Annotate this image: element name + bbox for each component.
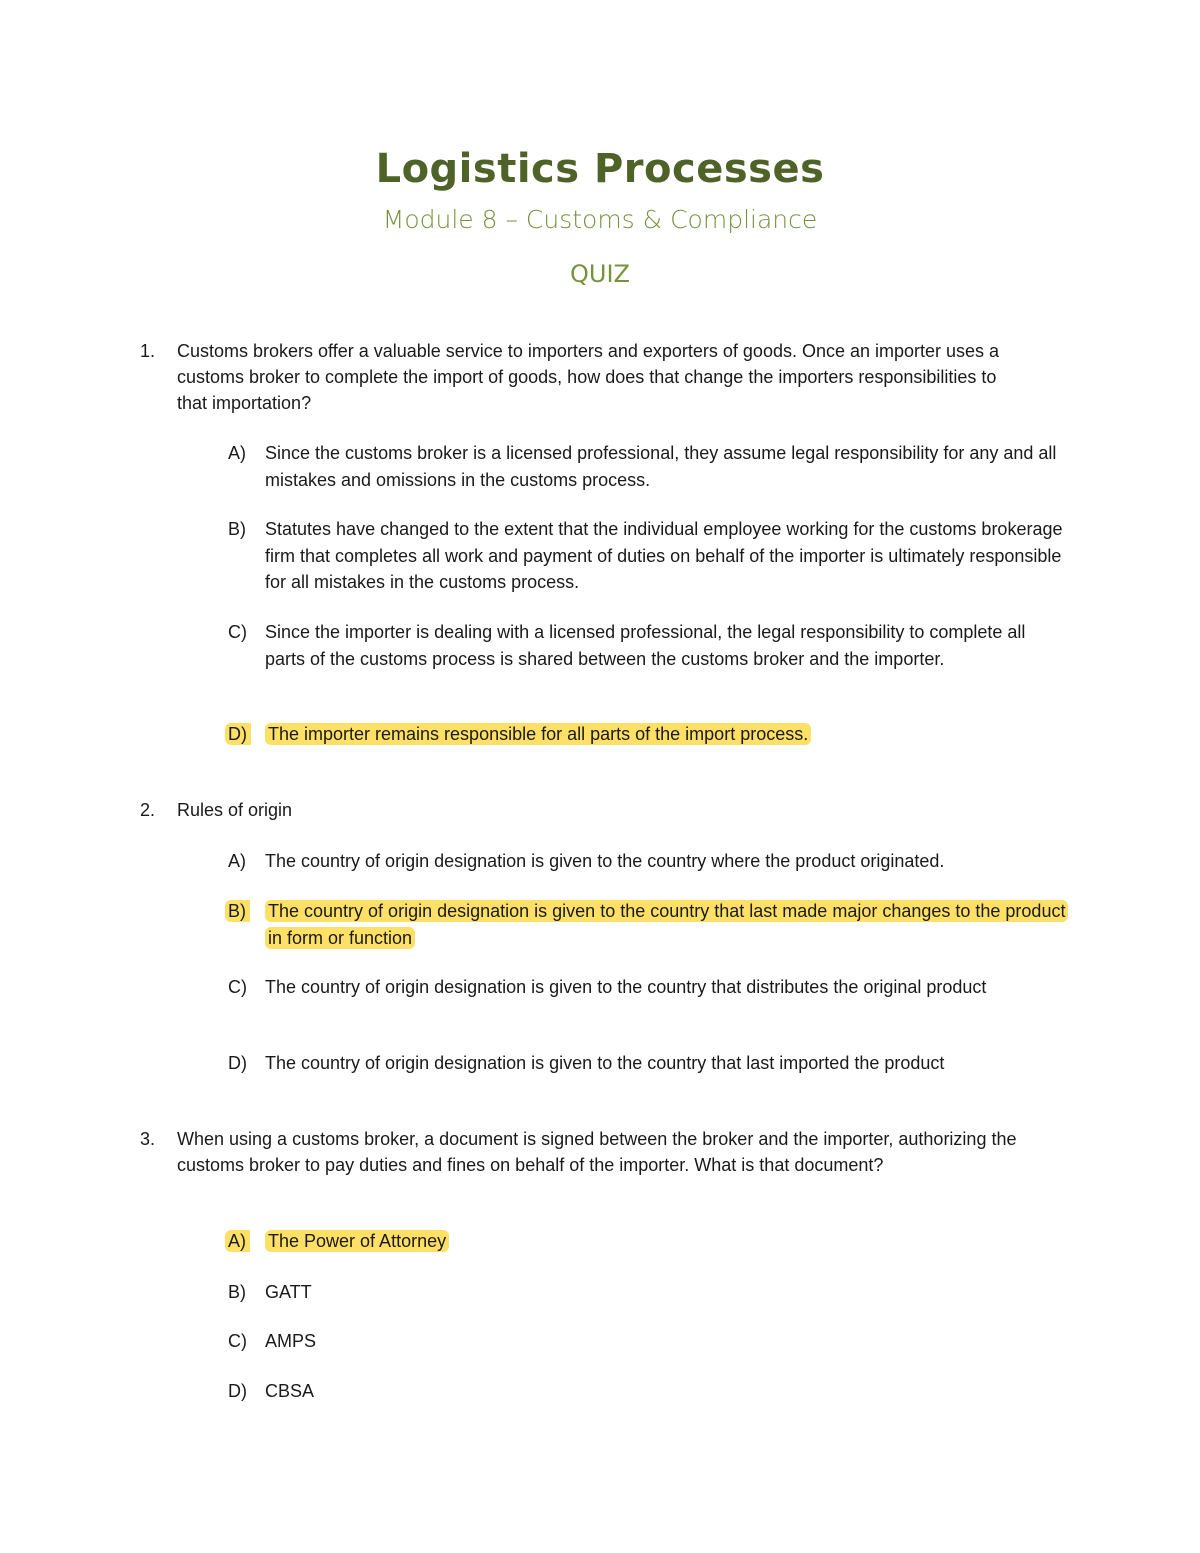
option-letter [228,898,260,925]
q2-option-a [228,848,1068,875]
option-text: Statutes have changed to the extent that the individual employee working for the customs brokerage firm that completes all work and payment of duties on behalf of the importer is ultimately responsible for all mistakes in the customs process. [265,519,1063,592]
q1-option-c [228,619,1068,672]
option-letter: D) [228,1381,247,1401]
question-2 [140,797,1020,823]
option-text [265,898,1068,951]
option-text: The country of origin designation is given to the country where the product originated. [265,851,945,871]
option-text: The country of origin designation is given to the country that distributes the original product [265,977,987,997]
answer-highlight: D) [225,723,251,745]
question-text: When using a customs broker, a document is signed between the broker and the importer, authorizing the customs broker to pay duties and fines on behalf of the importer. What is that document? [177,1129,1017,1175]
option-text: CBSA [265,1381,315,1401]
option-letter [228,1228,260,1255]
q2-option-b [228,898,1068,951]
option-letter: B) [228,1282,246,1302]
page-title: Logistics Processes [375,146,825,192]
question-text: Customs brokers offer a valuable service to importers and exporters of goods. Once an importer uses a customs broker to complete the import of goods, how does that change the importers responsibilities to that importation? [177,341,1000,413]
option-letter: C) [228,1331,247,1351]
option-text: The country of origin designation is given to the country that last imported the product [265,1053,945,1073]
option-text: GATT [265,1282,312,1302]
q1-option-d [228,721,1068,748]
q1-option-a [228,440,1068,493]
q2-option-d [228,1050,1068,1077]
option-letter: D) [228,1053,247,1073]
option-text: Since the customs broker is a licensed professional, they assume legal responsibility for any and all mistakes and omissions in the customs process. [265,443,1057,490]
question-number: 1. [140,341,156,361]
question-number: 2. [140,800,156,820]
option-letter: B) [228,519,246,539]
q1-option-b [228,516,1068,596]
option-text [265,721,1068,748]
option-letter: C) [228,977,247,997]
option-letter: A) [228,851,246,871]
correct-answer-text: The importer remains responsible for all parts of the import process. [265,723,811,745]
question-1 [140,338,1020,416]
option-text: Since the importer is dealing with a licensed professional, the legal responsibility to complete all parts of the customs process is shared between the customs broker and the importer. [265,622,1026,669]
module-subtitle: Module 8 – Customs & Compliance [382,205,818,234]
q2-option-c [228,974,1068,1001]
correct-answer-text: The country of origin designation is given to the country that last made major changes to the product in form or function [265,900,1068,949]
q3-option-d [228,1378,1068,1405]
answer-highlight: B) [225,900,250,922]
q3-option-b [228,1279,1068,1306]
q3-option-a [228,1228,1068,1255]
question-text: Rules of origin [177,800,293,820]
option-letter [228,721,260,748]
q3-option-c [228,1328,1068,1355]
option-letter: A) [228,443,246,463]
option-text [265,1228,1068,1255]
quiz-label: QUIZ [570,260,630,288]
correct-answer-text: The Power of Attorney [265,1230,449,1252]
question-3 [140,1126,1020,1178]
option-text: AMPS [265,1331,317,1351]
question-number: 3. [140,1129,156,1149]
answer-highlight: A) [225,1230,250,1252]
option-letter: C) [228,622,247,642]
